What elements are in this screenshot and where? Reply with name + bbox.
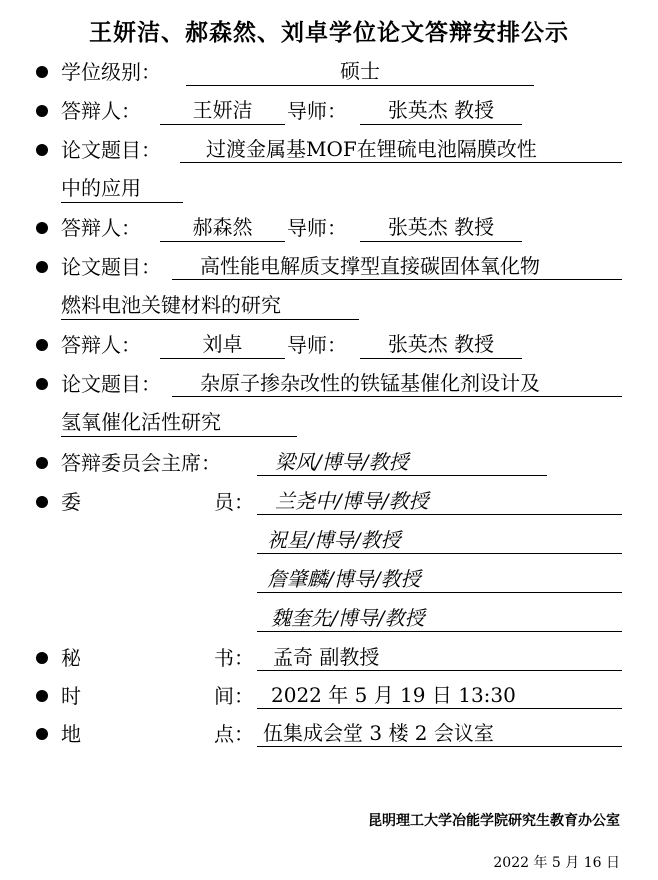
bullet-icon — [36, 690, 48, 702]
bullet-icon — [36, 496, 48, 508]
advisor-name: 张英杰 教授 — [360, 97, 522, 125]
secretary-label-char2: 书： — [214, 646, 254, 670]
committee-member: 兰尧中/博导/教授 — [257, 488, 622, 515]
bullet-icon — [36, 66, 48, 78]
candidate-name: 王妍洁 — [160, 97, 285, 125]
bullet-icon — [36, 261, 48, 273]
bullet-icon — [36, 457, 48, 469]
committee-member: 詹肇麟/博导/教授 — [257, 566, 622, 593]
page-title: 王妍洁、郝森然、刘卓学位论文答辩安排公示 — [89, 20, 569, 46]
place-row — [0, 720, 658, 748]
topic-text-line1: 杂原子掺杂改性的铁锰基催化剂设计及 — [172, 370, 622, 397]
committee-member-row — [0, 605, 658, 633]
candidate-label: 答辩人： — [61, 333, 141, 357]
candidate-label: 答辩人： — [61, 216, 141, 240]
bullet-icon — [36, 222, 48, 234]
place-label-char2: 点： — [214, 722, 254, 746]
committee-member: 祝星/博导/教授 — [257, 527, 622, 554]
topic-row-3-cont — [0, 409, 658, 437]
topic-row-2 — [0, 253, 658, 281]
candidate-row-3 — [0, 331, 658, 359]
degree-row — [0, 58, 658, 86]
topic-row-1-cont — [0, 175, 658, 203]
committee-member-row — [0, 527, 658, 555]
committee-chair-row — [0, 449, 658, 477]
topic-row-1 — [0, 136, 658, 164]
bullet-icon — [36, 339, 48, 351]
candidate-row-1 — [0, 97, 658, 125]
topic-row-3 — [0, 370, 658, 398]
time-value: 2022 年 5 月 19 日 13:30 — [257, 682, 622, 709]
committee-members-row — [0, 488, 658, 516]
committee-member: 魏奎先/博导/教授 — [257, 605, 622, 632]
candidate-row-2 — [0, 214, 658, 242]
topic-row-2-cont — [0, 292, 658, 320]
topic-text-line1: 过渡金属基MOF在锂硫电池隔膜改性 — [180, 136, 622, 163]
bullet-icon — [36, 144, 48, 156]
topic-label: 论文题目： — [61, 255, 161, 279]
issue-date: 2022 年 5 月 16 日 — [493, 855, 620, 871]
members-label-char2: 员： — [214, 490, 254, 514]
topic-text-line2: 燃料电池关键材料的研究 — [61, 292, 359, 320]
secretary-row — [0, 644, 658, 672]
advisor-label: 导师： — [287, 99, 347, 123]
time-label-char1: 时 — [61, 684, 81, 708]
chair-label: 答辩委员会主席： — [61, 451, 221, 475]
candidate-name: 郝森然 — [160, 214, 285, 242]
bullet-icon — [36, 652, 48, 664]
time-row — [0, 682, 658, 710]
bullet-icon — [36, 105, 48, 117]
place-label-char1: 地 — [61, 722, 81, 746]
topic-text-line2: 中的应用 — [61, 175, 183, 203]
place-value: 伍集成会堂 3 楼 2 会议室 — [257, 720, 622, 747]
secretary-name: 孟奇 副教授 — [257, 644, 622, 671]
advisor-label: 导师： — [287, 333, 347, 357]
bullet-icon — [36, 378, 48, 390]
members-label-char1: 委 — [61, 490, 81, 514]
degree-label: 学位级别： — [61, 60, 161, 84]
secretary-label-char1: 秘 — [61, 646, 81, 670]
chair-name: 梁风/博导/教授 — [257, 449, 547, 476]
advisor-name: 张英杰 教授 — [360, 214, 522, 242]
candidate-name: 刘卓 — [160, 331, 285, 359]
bullet-icon — [36, 728, 48, 740]
advisor-label: 导师： — [287, 216, 347, 240]
topic-text-line1: 高性能电解质支撑型直接碳固体氧化物 — [172, 253, 622, 280]
topic-label: 论文题目： — [61, 372, 161, 396]
degree-value: 硕士 — [186, 58, 534, 86]
committee-member-row — [0, 566, 658, 594]
topic-text-line2: 氢氧催化活性研究 — [61, 409, 297, 437]
issuing-office: 昆明理工大学冶能学院研究生教育办公室 — [368, 813, 620, 829]
topic-label: 论文题目： — [61, 138, 161, 162]
advisor-name: 张英杰 教授 — [360, 331, 522, 359]
candidate-label: 答辩人： — [61, 99, 141, 123]
time-label-char2: 间： — [214, 684, 254, 708]
